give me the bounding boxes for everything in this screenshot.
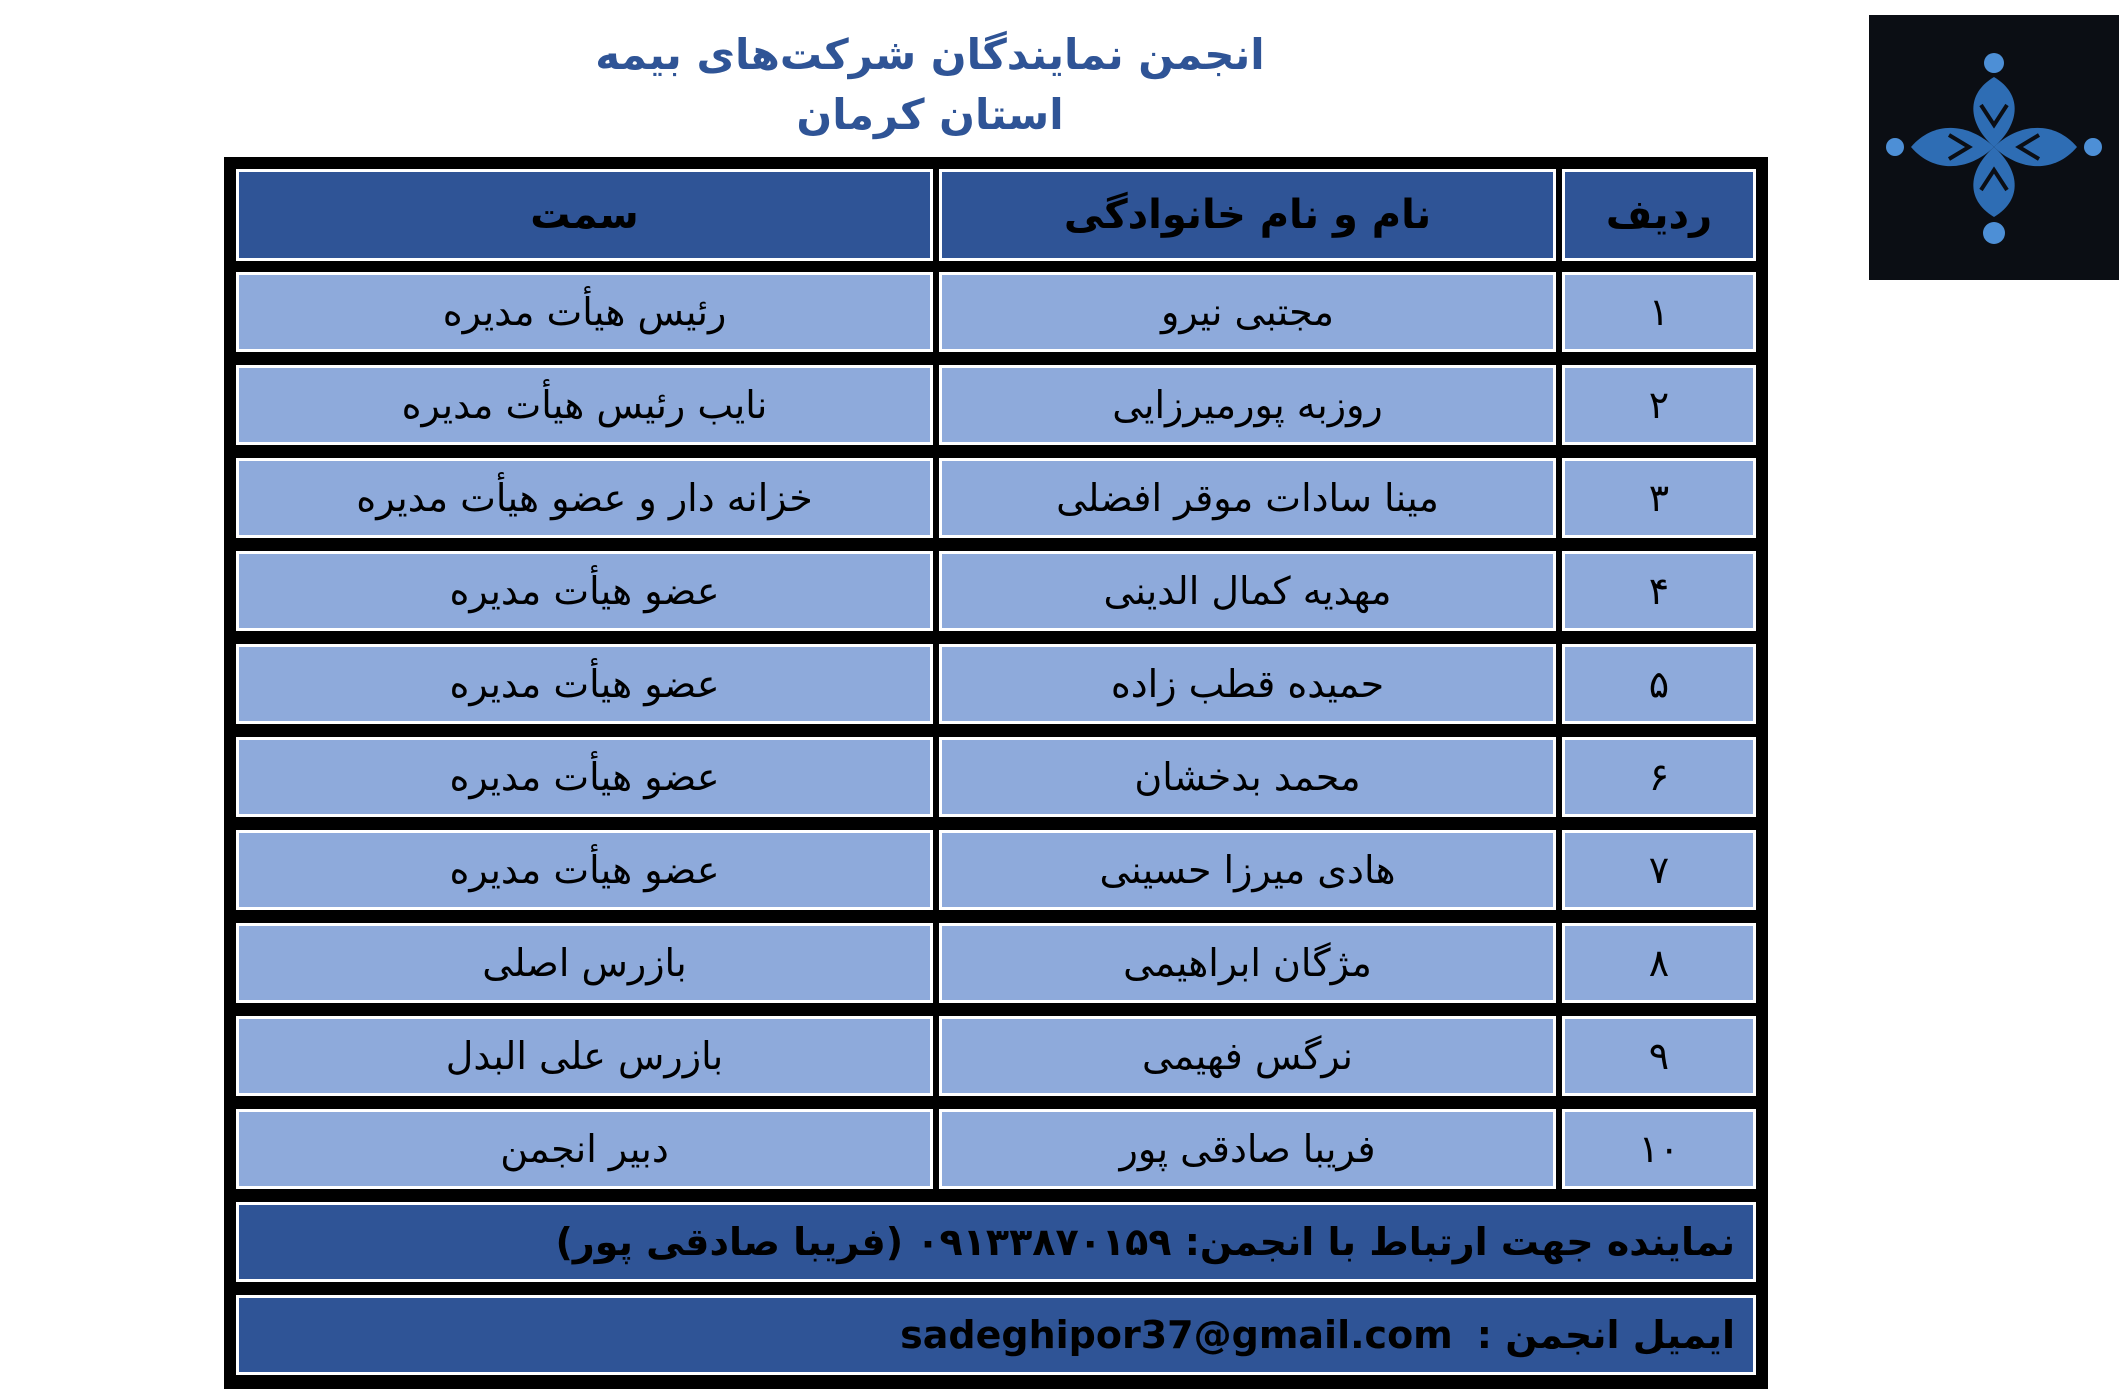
row-4-number: ۴ [1562, 551, 1756, 631]
row-1-name: مجتبی نیرو [939, 272, 1556, 352]
contact-row [236, 1202, 1756, 1282]
row-2-name: روزبه پورمیرزایی [939, 365, 1556, 445]
association-logo [1869, 15, 2119, 280]
row-8-number: ۸ [1562, 923, 1756, 1003]
row-6-number: ۶ [1562, 737, 1756, 817]
row-10-name: فریبا صادقی پور [939, 1109, 1556, 1189]
row-6-role: عضو هیأت مدیره [236, 737, 933, 817]
row-7-name: هادی میرزا حسینی [939, 830, 1556, 910]
row-8-role: بازرس اصلی [236, 923, 933, 1003]
row-5-number: ۵ [1562, 644, 1756, 724]
row-5-role: عضو هیأت مدیره [236, 644, 933, 724]
row-10-role: دبیر انجمن [236, 1109, 933, 1189]
row-4-name: مهدیه کمال الدینی [939, 551, 1556, 631]
row-7-number: ۷ [1562, 830, 1756, 910]
row-3-number: ۳ [1562, 458, 1756, 538]
row-9-role: بازرس علی البدل [236, 1016, 933, 1096]
header-row-number: ردیف [1562, 169, 1756, 261]
row-4-role: عضو هیأت مدیره [236, 551, 933, 631]
row-6-name: محمد بدخشان [939, 737, 1556, 817]
row-7-role: عضو هیأت مدیره [236, 830, 933, 910]
header-role: سمت [236, 169, 933, 261]
email-row [236, 1295, 1756, 1375]
row-3-role: خزانه دار و عضو هیأت مدیره [236, 458, 933, 538]
association-logo-icon [1869, 15, 2119, 280]
row-9-number: ۹ [1562, 1016, 1756, 1096]
email-address[interactable]: sadeghipor37@gmail.com [900, 1313, 1453, 1357]
email-label: ایمیل انجمن : [1476, 1313, 1735, 1357]
page-title: انجمن نمایندگان شرکت‌های بیمه استان کرمان [595, 30, 1265, 139]
row-8-name: مژگان ابراهیمی [939, 923, 1556, 1003]
contact-text: نماینده جهت ارتباط با انجمن: ۰۹۱۳۳۸۷۰۱۵۹ (فریبا صادقی پور) [555, 1220, 1735, 1264]
row-2-role: نایب رئیس هیأت مدیره [236, 365, 933, 445]
row-1-role: رئیس هیأت مدیره [236, 272, 933, 352]
row-10-number: ۱۰ [1562, 1109, 1756, 1189]
row-9-name: نرگس فهیمی [939, 1016, 1556, 1096]
row-2-number: ۲ [1562, 365, 1756, 445]
header-name: نام و نام خانوادگی [939, 169, 1556, 261]
row-5-name: حمیده قطب زاده [939, 644, 1556, 724]
row-3-name: مینا سادات موقر افضلی [939, 458, 1556, 538]
row-1-number: ۱ [1562, 272, 1756, 352]
members-table [224, 157, 1768, 1389]
